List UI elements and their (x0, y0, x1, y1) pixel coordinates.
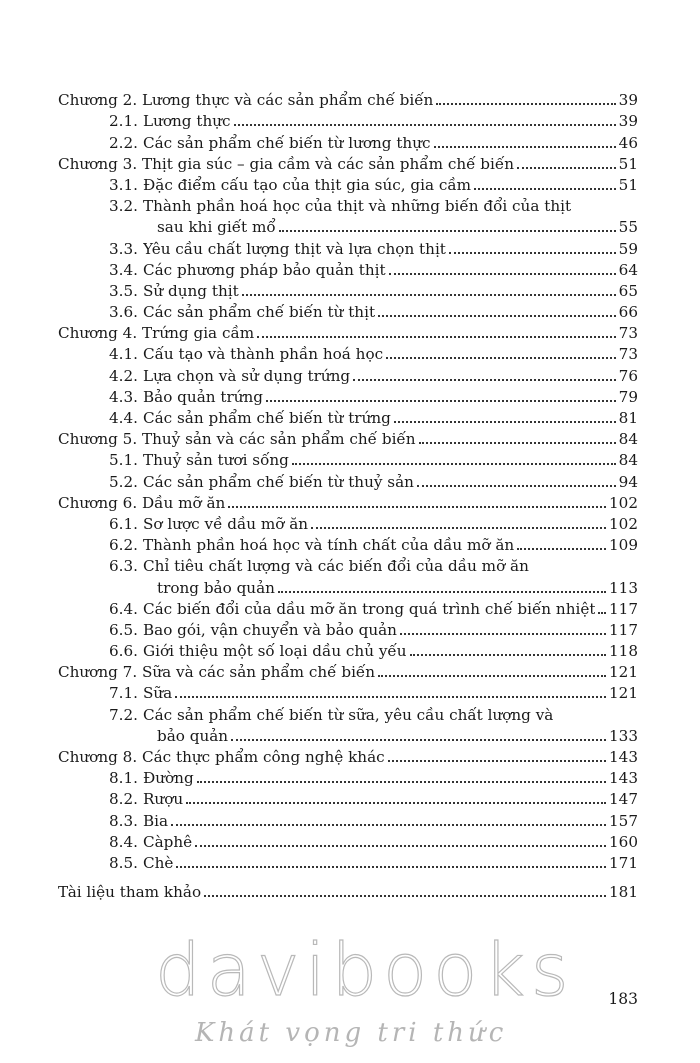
toc-entry-title: Chương 6. Dầu mỡ ăn (58, 493, 226, 512)
toc-entry-title: Các sản phẩm chế biến từ sữa, yêu cầu chất lượng và (143, 705, 554, 724)
dot-leader (186, 802, 606, 804)
toc-section-row (58, 130, 638, 151)
toc-section-number: 3.3. (109, 239, 138, 258)
toc-page-number: 121 (609, 663, 638, 682)
dot-leader (228, 506, 606, 508)
toc-entry-title: Giới thiệu một số loại dầu chủ yếu (143, 642, 407, 661)
toc-chapter-row (58, 427, 638, 448)
dot-leader (292, 463, 616, 465)
toc-section-row (58, 808, 638, 829)
toc-page-number: 46 (618, 133, 638, 152)
toc-section-number: 8.1. (109, 769, 138, 788)
toc-entry-title: Bảo quản trứng (143, 387, 264, 406)
toc-entry-title: Bao gói, vận chuyển và bảo quản (143, 620, 397, 639)
toc-entry-title: Bia (143, 811, 169, 830)
toc-entry-title: Các biến đổi của dầu mỡ ăn trong quá trình chế biến nhiệt (143, 599, 595, 618)
toc-entry-title: Càphê (143, 832, 193, 851)
toc-section-row (58, 681, 638, 702)
toc-section-number: 3.1. (109, 175, 138, 194)
toc-entry-title: Lựa chọn và sử dụng trứng (143, 366, 351, 385)
toc-section-row (58, 597, 638, 618)
toc-entry-title: Lương thực (143, 112, 231, 131)
toc-section-row (58, 342, 638, 363)
toc-page-number: 59 (618, 239, 638, 258)
toc-chapter-row (58, 152, 638, 173)
toc-page-number: 160 (609, 832, 638, 851)
toc-section-row (58, 766, 638, 787)
toc-section-row (58, 406, 638, 427)
dot-leader (388, 760, 606, 762)
dot-leader (171, 824, 606, 826)
toc-page-number: 147 (609, 790, 638, 809)
toc-entry-title: Chương 7. Sữa và các sản phẩm chế biến (58, 663, 376, 682)
dot-leader (434, 146, 616, 148)
toc-entry-title: Chè (143, 853, 174, 872)
toc-section-row (58, 639, 638, 660)
toc-page-number: 117 (609, 599, 638, 618)
toc-section-number: 8.2. (109, 790, 138, 809)
toc-section-number: 6.6. (109, 642, 138, 661)
toc-page-number: 66 (618, 303, 638, 322)
dot-leader (176, 866, 606, 868)
toc-section-number: 8.4. (109, 832, 138, 851)
toc-page-number: 118 (609, 642, 638, 661)
dot-leader (378, 315, 616, 317)
toc-page-number: 73 (618, 345, 638, 364)
dot-leader (449, 252, 616, 254)
toc-section-number: 6.2. (109, 536, 138, 555)
watermark-slogan: Khát vọng tri thức (195, 1018, 508, 1048)
toc-entry-title: Các sản phẩm chế biến từ thuỷ sản (143, 472, 414, 491)
toc-page-number: 133 (609, 726, 638, 745)
toc-entry-title: Chương 5. Thuỷ sản và các sản phẩm chế biến (58, 430, 416, 449)
toc-section-row (58, 448, 638, 469)
dot-leader (400, 633, 606, 635)
toc-chapter-row (58, 88, 638, 109)
dot-leader (517, 548, 606, 550)
toc-section-row (58, 469, 638, 490)
toc-page-number: 51 (618, 154, 638, 173)
toc-chapter-row (58, 491, 638, 512)
toc-chapter-row (58, 321, 638, 342)
toc-page-number: 81 (618, 409, 638, 428)
toc-entry-title: Chương 3. Thịt gia súc – gia cầm và các sản phẩm chế biến (58, 154, 514, 173)
toc-entry-title: Đặc điểm cấu tạo của thịt gia súc, gia cầm (143, 175, 472, 194)
dot-leader (266, 400, 616, 402)
toc-page-number: 65 (618, 281, 638, 300)
toc-section-row (58, 554, 638, 596)
toc-page-number: 39 (618, 91, 638, 110)
toc-entry-title: Sữa (143, 684, 173, 703)
dot-leader (436, 103, 615, 105)
toc-entry-title: Thuỷ sản tươi sống (143, 451, 289, 470)
toc-page-number: 181 (609, 883, 638, 902)
toc-page-number: 171 (609, 853, 638, 872)
toc-section-row (58, 851, 638, 872)
toc-section-row (58, 279, 638, 300)
dot-leader (257, 336, 616, 338)
dot-leader (419, 442, 616, 444)
toc-entry-title-continued: sau khi giết mổ (157, 218, 276, 237)
toc-entry-title: Rượu (143, 790, 184, 809)
toc-page-number: 143 (609, 748, 638, 767)
toc-section-row (58, 702, 638, 744)
dot-leader (279, 230, 616, 232)
toc-page-number: 76 (618, 366, 638, 385)
toc-section-row (58, 618, 638, 639)
dot-leader (175, 696, 606, 698)
toc-section-row (58, 512, 638, 533)
toc-section-number: 8.5. (109, 853, 138, 872)
dot-leader (394, 421, 616, 423)
page-number: 183 (608, 990, 638, 1008)
toc-section-row (58, 787, 638, 808)
dot-leader (598, 612, 606, 614)
toc-section-row (58, 173, 638, 194)
toc-section-number: 6.4. (109, 599, 138, 618)
dot-leader (353, 379, 616, 381)
toc-entry-title: Sơ lược về dầu mỡ ăn (143, 514, 309, 533)
dot-leader (517, 167, 616, 169)
toc-entry-title-continued: bảo quản (157, 726, 229, 745)
toc-entry-title: Các sản phẩm chế biến từ lương thực (143, 133, 431, 152)
dot-leader (231, 739, 606, 741)
toc-section-row (58, 194, 638, 236)
dot-leader (234, 124, 616, 126)
toc-section-number: 7.1. (109, 684, 138, 703)
toc-section-number: 6.5. (109, 620, 138, 639)
toc-section-row (58, 363, 638, 384)
toc-entry-title: Chương 2. Lương thực và các sản phẩm chế biến (58, 91, 434, 110)
toc-page-number: 55 (618, 218, 638, 237)
toc-page-number: 64 (618, 260, 638, 279)
toc-page-number: 102 (609, 514, 638, 533)
toc-section-row (58, 385, 638, 406)
toc-page-number: 73 (618, 324, 638, 343)
toc-section-number: 2.2. (109, 133, 138, 152)
dot-leader (204, 895, 606, 897)
toc-chapter-row (58, 660, 638, 681)
toc-section-row (58, 258, 638, 279)
watermark-brand: davibooks (155, 928, 575, 1012)
toc-section-number: 2.1. (109, 112, 138, 131)
toc-section-number: 4.1. (109, 345, 138, 364)
toc-page-number: 84 (618, 451, 638, 470)
table-of-contents (58, 88, 638, 901)
toc-page-number: 79 (618, 387, 638, 406)
dot-leader (195, 845, 606, 847)
toc-section-number: 6.1. (109, 514, 138, 533)
toc-entry-title: Chỉ tiêu chất lượng và các biến đổi của dầu mỡ ăn (143, 557, 529, 576)
toc-references-row (58, 880, 638, 901)
dot-leader (197, 781, 606, 783)
toc-section-number: 6.3. (109, 557, 138, 576)
dot-leader (386, 357, 616, 359)
toc-page-number: 117 (609, 620, 638, 639)
toc-entry-title: Các sản phẩm chế biến từ thịt (143, 303, 376, 322)
toc-page-number: 121 (609, 684, 638, 703)
dot-leader (242, 294, 616, 296)
toc-section-number: 5.2. (109, 472, 138, 491)
dot-leader (378, 675, 606, 677)
toc-page-number: 94 (618, 472, 638, 491)
toc-chapter-row (58, 745, 638, 766)
dot-leader (417, 485, 616, 487)
toc-entry-title-continued: trong bảo quản (157, 578, 275, 597)
toc-section-number: 4.2. (109, 366, 138, 385)
toc-page-number: 102 (609, 493, 638, 512)
toc-page-number: 84 (618, 430, 638, 449)
toc-entry-title: Thành phần hoá học và tính chất của dầu mỡ ăn (143, 536, 515, 555)
toc-entry-title: Thành phần hoá học của thịt và những biến đổi của thịt (143, 197, 572, 216)
toc-entry-title: Các sản phẩm chế biến từ trứng (143, 409, 391, 428)
toc-section-number: 3.4. (109, 260, 138, 279)
toc-section-number: 3.2. (109, 197, 138, 216)
toc-section-number: 7.2. (109, 705, 138, 724)
dot-leader (474, 188, 616, 190)
dot-leader (311, 527, 606, 529)
toc-page-number: 51 (618, 175, 638, 194)
toc-section-number: 4.4. (109, 409, 138, 428)
toc-section-row (58, 236, 638, 257)
toc-page-number: 143 (609, 769, 638, 788)
toc-section-row (58, 300, 638, 321)
toc-entry-title: Sử dụng thịt (143, 281, 239, 300)
dot-leader (389, 273, 616, 275)
toc-section-row (58, 533, 638, 554)
toc-entry-title: Chương 4. Trứng gia cầm (58, 324, 255, 343)
toc-entry-title: Chương 8. Các thực phẩm công nghệ khác (58, 748, 385, 767)
toc-page-number: 113 (609, 578, 638, 597)
toc-page-number: 109 (609, 536, 638, 555)
toc-entry-title: Đường (143, 769, 194, 788)
toc-section-number: 5.1. (109, 451, 138, 470)
toc-entry-title: Tài liệu tham khảo (58, 883, 202, 902)
toc-section-number: 8.3. (109, 811, 138, 830)
toc-section-row (58, 109, 638, 130)
toc-section-number: 3.5. (109, 281, 138, 300)
toc-section-number: 3.6. (109, 303, 138, 322)
toc-entry-title: Các phương pháp bảo quản thịt (143, 260, 386, 279)
toc-entry-title: Cấu tạo và thành phần hoá học (143, 345, 384, 364)
toc-entry-title: Yêu cầu chất lượng thịt và lựa chọn thịt (143, 239, 446, 258)
toc-section-row (58, 830, 638, 851)
toc-section-number: 4.3. (109, 387, 138, 406)
dot-leader (410, 654, 606, 656)
watermark (155, 928, 575, 1048)
dot-leader (278, 591, 606, 593)
toc-page-number: 39 (618, 112, 638, 131)
toc-page-number: 157 (609, 811, 638, 830)
